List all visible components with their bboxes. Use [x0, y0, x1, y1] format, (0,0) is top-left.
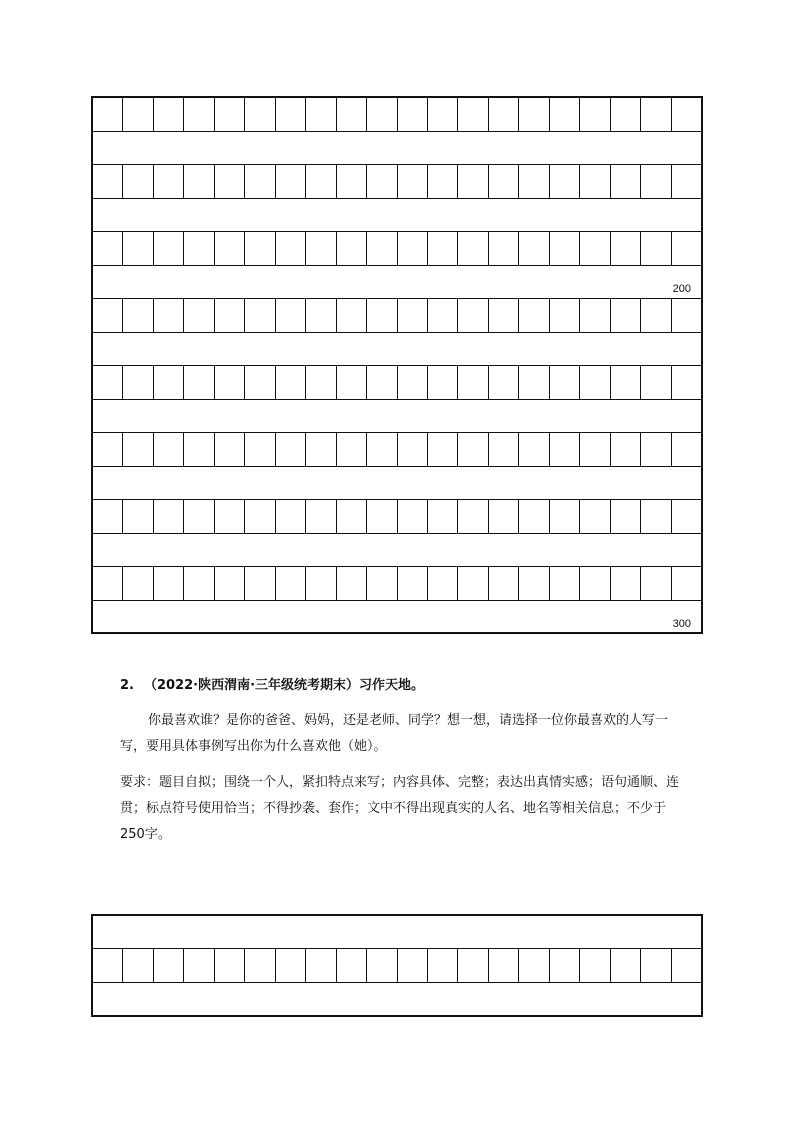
writing-cell: [367, 433, 397, 466]
writing-cell: [245, 567, 275, 600]
writing-cell: [215, 98, 245, 131]
writing-cell: [519, 433, 549, 466]
writing-cell: [641, 98, 671, 131]
writing-cell: [215, 232, 245, 265]
writing-cell: [337, 98, 367, 131]
writing-cell: [337, 299, 367, 332]
writing-cell: [398, 433, 428, 466]
writing-cell: [154, 433, 184, 466]
writing-cell: [123, 299, 153, 332]
writing-cell: [245, 299, 275, 332]
writing-cell: [519, 949, 549, 982]
writing-cell: [184, 500, 214, 533]
grid-spacer: [93, 534, 701, 566]
writing-cell: [337, 500, 367, 533]
writing-cell: [519, 165, 549, 198]
writing-cell: [519, 500, 549, 533]
writing-cell: [519, 98, 549, 131]
writing-cell: [184, 366, 214, 399]
writing-cell: [458, 299, 488, 332]
writing-cell: [154, 366, 184, 399]
writing-cell: [489, 500, 519, 533]
writing-cell: [550, 98, 580, 131]
writing-cell: [611, 949, 641, 982]
writing-cell: [123, 165, 153, 198]
grid-row: [93, 232, 701, 299]
writing-cell: [245, 366, 275, 399]
writing-cell: [154, 949, 184, 982]
grid-spacer: [93, 132, 701, 164]
writing-cell: [93, 299, 123, 332]
writing-cell: [367, 949, 397, 982]
writing-cell: [672, 165, 701, 198]
writing-cell: [611, 567, 641, 600]
grid-row: [93, 567, 701, 633]
question-title: [120, 676, 690, 696]
writing-cell: [580, 366, 610, 399]
writing-cell: [154, 567, 184, 600]
grid-cells: [93, 165, 701, 199]
writing-cell: [580, 165, 610, 198]
writing-cell: [93, 165, 123, 198]
writing-cell: [184, 232, 214, 265]
writing-cell: [519, 567, 549, 600]
writing-cell: [154, 98, 184, 131]
grid-spacer: [93, 983, 701, 1015]
writing-cell: [458, 366, 488, 399]
writing-cell: [276, 165, 306, 198]
writing-cell: [489, 567, 519, 600]
writing-cell: [306, 433, 336, 466]
writing-grid-bottom: [91, 914, 703, 1017]
writing-cell: [215, 949, 245, 982]
grid-spacer: [93, 333, 701, 365]
writing-cell: [580, 98, 610, 131]
writing-cell: [123, 366, 153, 399]
writing-cell: [489, 98, 519, 131]
writing-cell: [337, 232, 367, 265]
writing-cell: [428, 165, 458, 198]
writing-cell: [215, 567, 245, 600]
writing-cell: [489, 299, 519, 332]
writing-cell: [276, 949, 306, 982]
writing-cell: [245, 949, 275, 982]
writing-cell: [184, 949, 214, 982]
writing-cell: [93, 567, 123, 600]
grid-row: [93, 299, 701, 366]
writing-cell: [306, 165, 336, 198]
writing-cell: [215, 366, 245, 399]
grid-row: [93, 433, 701, 500]
writing-cell: [611, 299, 641, 332]
writing-cell: [672, 567, 701, 600]
writing-cell: [611, 232, 641, 265]
writing-cell: [550, 299, 580, 332]
writing-cell: [458, 232, 488, 265]
writing-cell: [93, 433, 123, 466]
writing-cell: [184, 299, 214, 332]
writing-cell: [337, 165, 367, 198]
writing-cell: [276, 232, 306, 265]
writing-cell: [550, 433, 580, 466]
writing-cell: [519, 299, 549, 332]
writing-cell: [550, 232, 580, 265]
writing-cell: [123, 567, 153, 600]
writing-cell: [672, 232, 701, 265]
grid-row: [93, 500, 701, 567]
writing-cell: [672, 500, 701, 533]
writing-cell: [550, 500, 580, 533]
writing-cell: [672, 299, 701, 332]
writing-cell: [154, 299, 184, 332]
writing-cell: [641, 366, 671, 399]
writing-cell: [428, 232, 458, 265]
question-2: [120, 676, 690, 848]
writing-cell: [367, 165, 397, 198]
writing-cell: [672, 949, 701, 982]
writing-cell: [489, 165, 519, 198]
writing-cell: [641, 299, 671, 332]
writing-cell: [428, 949, 458, 982]
writing-cell: [398, 500, 428, 533]
writing-cell: [123, 98, 153, 131]
grid-cells: [93, 567, 701, 601]
writing-cell: [276, 299, 306, 332]
writing-cell: [276, 98, 306, 131]
writing-cell: [580, 500, 610, 533]
writing-cell: [306, 299, 336, 332]
writing-cell: [367, 567, 397, 600]
writing-cell: [245, 165, 275, 198]
writing-cell: [398, 567, 428, 600]
writing-cell: [306, 366, 336, 399]
writing-cell: [123, 500, 153, 533]
writing-cell: [458, 98, 488, 131]
writing-cell: [489, 949, 519, 982]
grid-row: [93, 366, 701, 433]
writing-cell: [428, 98, 458, 131]
writing-cell: [611, 165, 641, 198]
writing-cell: [611, 500, 641, 533]
writing-cell: [337, 949, 367, 982]
writing-cell: [398, 299, 428, 332]
writing-cell: [337, 366, 367, 399]
writing-cell: [458, 433, 488, 466]
writing-cell: [215, 299, 245, 332]
word-count-marker-300: 300: [672, 618, 691, 630]
word-count-marker-200: 200: [672, 283, 691, 295]
writing-cell: [367, 299, 397, 332]
writing-cell: [580, 232, 610, 265]
writing-cell: [672, 366, 701, 399]
writing-cell: [93, 500, 123, 533]
writing-cell: [276, 567, 306, 600]
writing-cell: [398, 232, 428, 265]
writing-cell: [367, 232, 397, 265]
writing-cell: [215, 165, 245, 198]
writing-cell: [489, 232, 519, 265]
writing-cell: [306, 567, 336, 600]
writing-cell: [245, 500, 275, 533]
writing-cell: [489, 433, 519, 466]
question-number: 2.: [120, 678, 134, 693]
writing-cell: [428, 366, 458, 399]
writing-cell: [641, 433, 671, 466]
writing-cell: [93, 366, 123, 399]
writing-cell: [641, 567, 671, 600]
writing-cell: [580, 433, 610, 466]
writing-cell: [458, 567, 488, 600]
writing-cell: [550, 949, 580, 982]
writing-cell: [398, 366, 428, 399]
writing-cell: [519, 232, 549, 265]
writing-cell: [367, 98, 397, 131]
writing-cell: [611, 98, 641, 131]
question-source-title: （2022·陕西渭南·三年级统考期末）习作天地。: [143, 678, 425, 693]
writing-cell: [428, 500, 458, 533]
writing-cell: [580, 567, 610, 600]
grid-spacer: [93, 601, 701, 633]
writing-grid-top: [91, 96, 703, 634]
writing-cell: [611, 366, 641, 399]
writing-cell: [489, 366, 519, 399]
writing-cell: [550, 165, 580, 198]
grid-spacer: [93, 467, 701, 499]
writing-cell: [184, 98, 214, 131]
writing-cell: [245, 98, 275, 131]
grid-spacer: [93, 916, 701, 949]
writing-cell: [672, 98, 701, 131]
writing-cell: [519, 366, 549, 399]
writing-cell: [641, 500, 671, 533]
writing-cell: [245, 433, 275, 466]
grid-cells: [93, 433, 701, 467]
writing-cell: [154, 165, 184, 198]
writing-cell: [580, 949, 610, 982]
writing-cell: [276, 433, 306, 466]
writing-cell: [428, 299, 458, 332]
writing-cell: [154, 232, 184, 265]
writing-cell: [184, 165, 214, 198]
writing-cell: [367, 366, 397, 399]
writing-cell: [398, 165, 428, 198]
writing-cell: [550, 366, 580, 399]
writing-cell: [641, 232, 671, 265]
writing-cell: [306, 949, 336, 982]
writing-cell: [458, 165, 488, 198]
writing-cell: [215, 433, 245, 466]
writing-cell: [367, 500, 397, 533]
writing-cell: [641, 949, 671, 982]
writing-cell: [93, 98, 123, 131]
writing-cell: [306, 98, 336, 131]
writing-cell: [458, 949, 488, 982]
writing-cell: [611, 433, 641, 466]
writing-cell: [123, 232, 153, 265]
question-requirements: 要求：题目自拟；围绕一个人，紧扣特点来写；内容具体、完整；表达出真情实感；语句通顺、连贯；标点符号使用恰当；不得抄袭、套作；文中不得出现真实的人名、地名等相关信息；不少于 250字。: [120, 775, 680, 842]
writing-cell: [154, 500, 184, 533]
grid-cells: [93, 500, 701, 534]
writing-cell: [245, 232, 275, 265]
writing-cell: [93, 949, 123, 982]
writing-cell: [641, 165, 671, 198]
writing-cell: [276, 500, 306, 533]
question-prompt: 你最喜欢谁？是你的爸爸、妈妈，还是老师、同学？想一想，请选择一位你最喜欢的人写一写，要用具体事例写出你为什么喜欢他（她）。: [120, 713, 669, 754]
grid-cells: [93, 299, 701, 333]
writing-cell: [672, 433, 701, 466]
writing-cell: [550, 567, 580, 600]
grid-spacer: [93, 199, 701, 231]
writing-cell: [398, 98, 428, 131]
grid-row: [93, 98, 701, 165]
writing-cell: [428, 567, 458, 600]
writing-cell: [398, 949, 428, 982]
writing-cell: [276, 366, 306, 399]
grid-spacer: [93, 400, 701, 432]
writing-cell: [306, 232, 336, 265]
writing-cell: [580, 299, 610, 332]
writing-cell: [458, 500, 488, 533]
writing-cell: [215, 500, 245, 533]
grid-cells: [93, 232, 701, 266]
writing-cell: [337, 567, 367, 600]
grid-cells: [93, 949, 701, 983]
writing-cell: [123, 433, 153, 466]
writing-cell: [93, 232, 123, 265]
grid-cells: [93, 98, 701, 132]
grid-cells: [93, 366, 701, 400]
writing-cell: [337, 433, 367, 466]
writing-cell: [184, 567, 214, 600]
writing-cell: [428, 433, 458, 466]
writing-cell: [123, 949, 153, 982]
writing-cell: [306, 500, 336, 533]
writing-cell: [184, 433, 214, 466]
grid-spacer: [93, 266, 701, 298]
grid-row: [93, 165, 701, 232]
